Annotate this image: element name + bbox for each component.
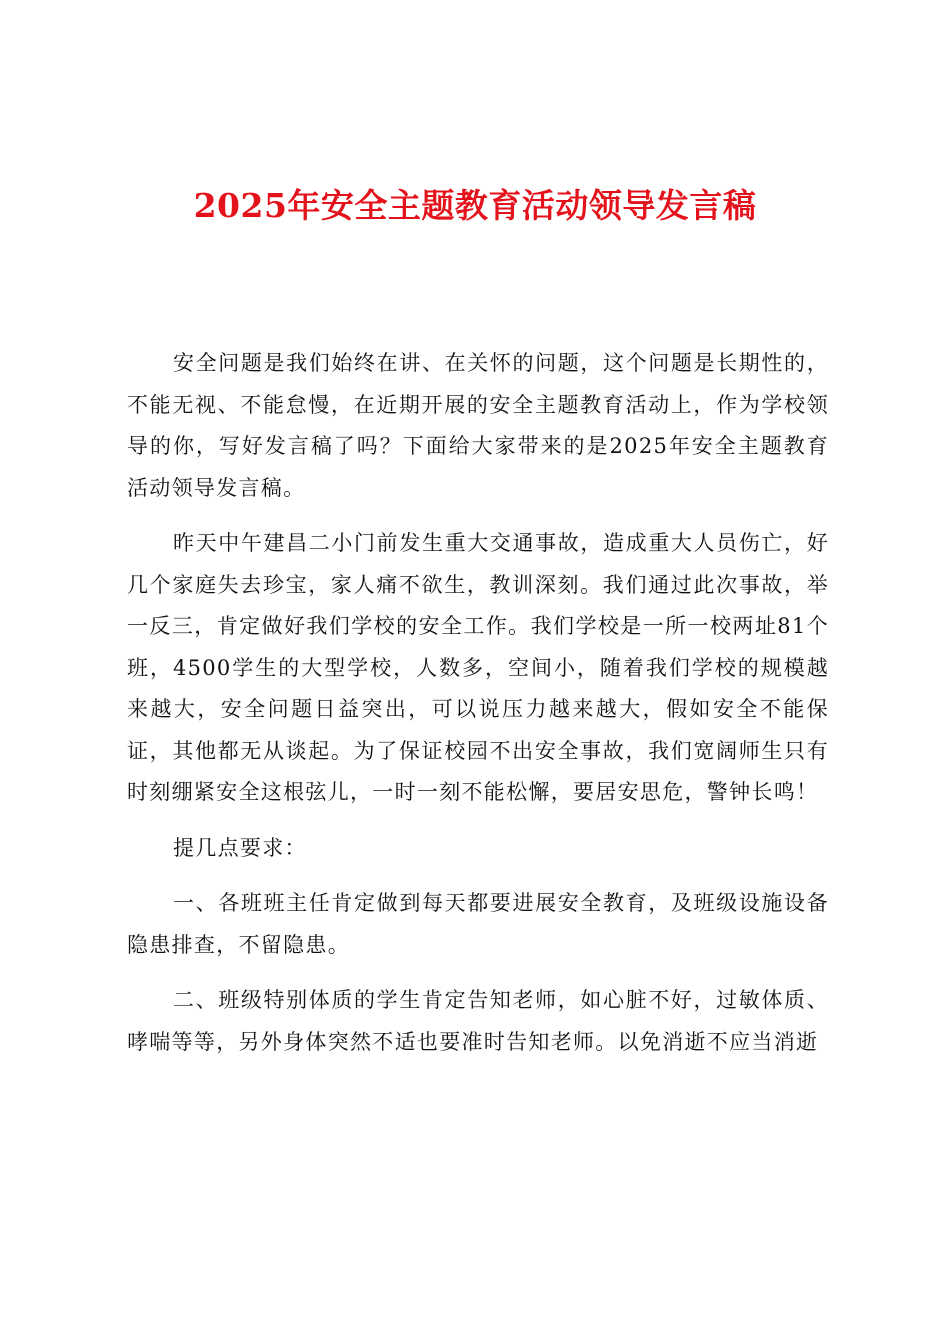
paragraph-requirement-1: 一、各班班主任肯定做到每天都要进展安全教育，及班级设施设备隐患排查，不留隐患。: [127, 891, 829, 957]
paragraph-accident: 昨天中午建昌二小门前发生重大交通事故，造成重大人员伤亡，好几个家庭失去珍宝，家人痛不欲生，教训深刻。我们通过此次事故，举一反三，肯定做好我们学校的安全工作。我们学校是一所一校两址81个班，4500学生的大型学校，人数多，空间小，随着我们学校的规模越来越大，安全问题日益突出，可以说压力越来越大，假如安全不能保证，其他都无从谈起。为了保证校园不出安全事故，我们宽阔师生只有时刻绷紧安全这根弦儿，一时一刻不能松懈，要居安思危，警钟长鸣！: [127, 531, 829, 804]
paragraph-requirement-2: 二、班级特别体质的学生肯定告知老师，如心脏不好，过敏体质、哮喘等等，另外身体突然不适也要准时告知老师。以免消逝不应当消逝: [127, 988, 829, 1054]
paragraph-requirements-heading: 提几点要求：: [173, 835, 307, 860]
document-body: [127, 343, 829, 1077]
paragraph-intro: 安全问题是我们始终在讲、在关怀的问题，这个问题是长期性的，不能无视、不能怠慢，在近期开展的安全主题教育活动上，作为学校领导的你，写好发言稿了吗？下面给大家带来的是2025年安全主题教育活动领导发言稿。: [127, 351, 829, 500]
document-title: 2025年安全主题教育活动领导发言稿: [193, 186, 757, 225]
